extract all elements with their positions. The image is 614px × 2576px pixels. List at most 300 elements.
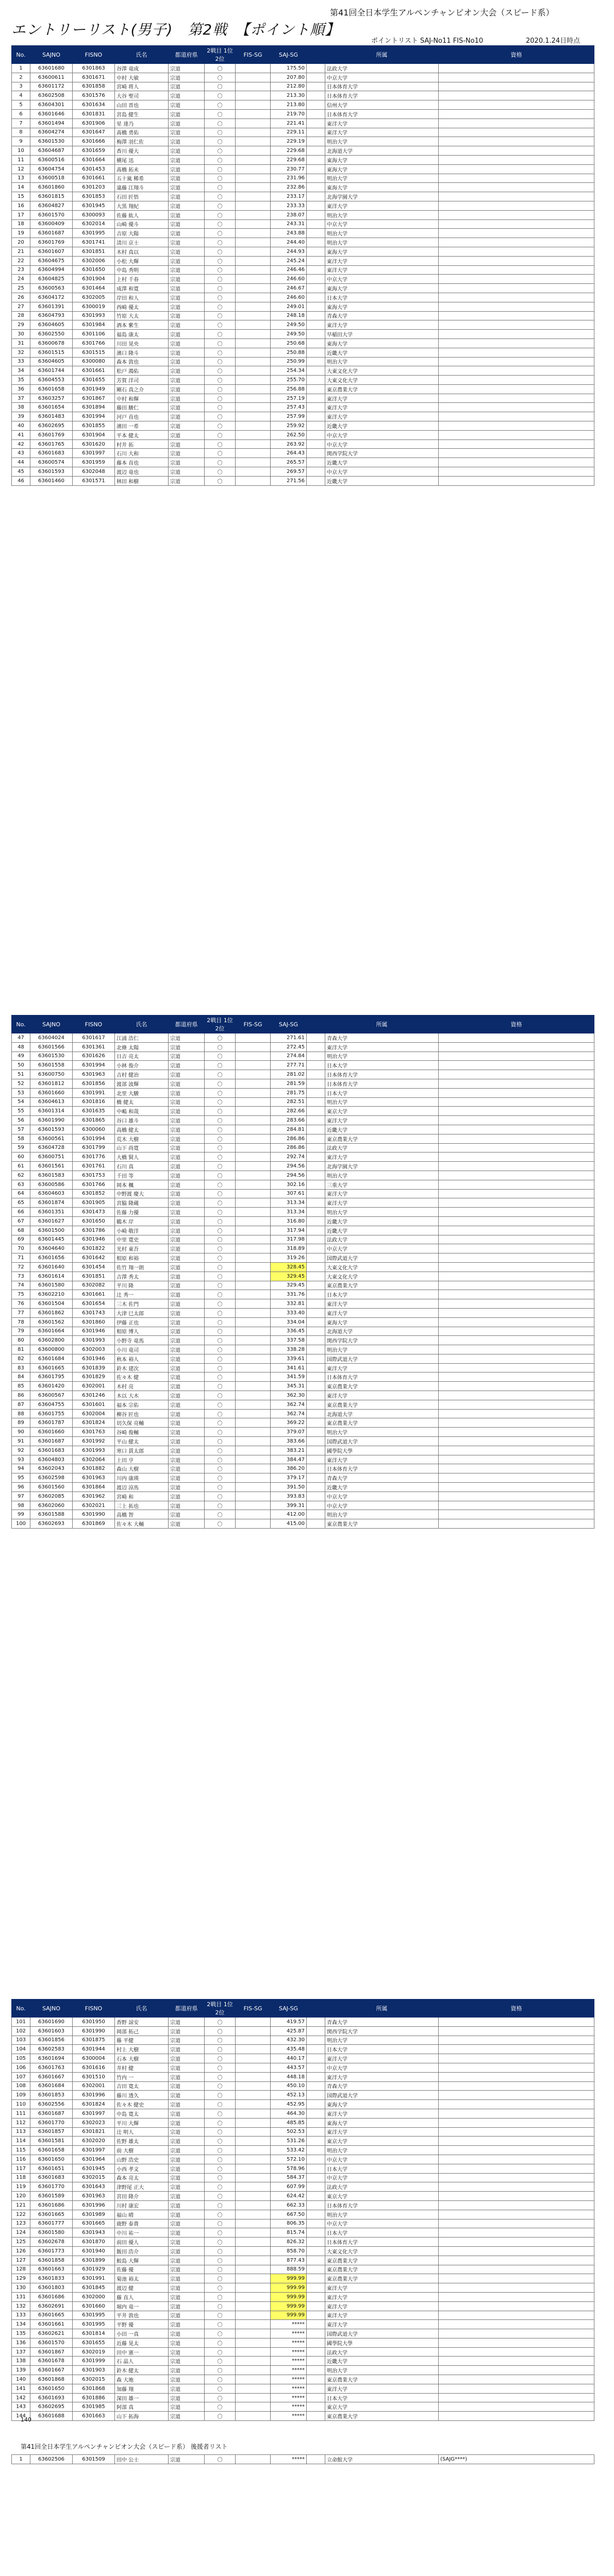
table-cell bbox=[439, 1134, 594, 1143]
table-cell: 〇 bbox=[205, 1198, 236, 1208]
table-cell: 三重大学 bbox=[325, 1180, 439, 1189]
table-cell: 宗道 bbox=[169, 192, 205, 201]
table-cell: 宗道 bbox=[169, 357, 205, 366]
table-cell: 佐々木 健史 bbox=[115, 2100, 169, 2109]
table-cell: 63604687 bbox=[30, 146, 73, 156]
table-cell bbox=[439, 1033, 594, 1043]
table-cell: 63601665 bbox=[30, 1363, 73, 1372]
table-cell: 明治大学 bbox=[325, 2036, 439, 2045]
table-row bbox=[12, 1125, 594, 1134]
table-cell: 6301473 bbox=[73, 1208, 115, 1217]
table-row bbox=[12, 1208, 594, 1217]
table-cell: 宗道 bbox=[169, 2246, 205, 2256]
table-cell bbox=[439, 118, 594, 128]
table-cell: 332.81 bbox=[271, 1299, 307, 1309]
table-cell bbox=[439, 1244, 594, 1253]
table-cell: 77 bbox=[12, 1308, 30, 1317]
table-cell: 63604675 bbox=[30, 256, 73, 265]
table-cell bbox=[307, 348, 325, 357]
table-cell bbox=[439, 2045, 594, 2054]
table-cell bbox=[307, 1235, 325, 1244]
table-cell: 55 bbox=[12, 1107, 30, 1116]
table-cell bbox=[236, 109, 271, 118]
table-cell: 明治大学 bbox=[325, 1171, 439, 1180]
table-cell: 259.92 bbox=[271, 421, 307, 431]
table-cell: 高橋 智 bbox=[115, 1510, 169, 1519]
table-cell bbox=[236, 311, 271, 320]
table-cell bbox=[236, 2338, 271, 2347]
table-cell bbox=[236, 1198, 271, 1208]
table-cell: 572.10 bbox=[271, 2155, 307, 2164]
column-header-spacer bbox=[307, 1999, 325, 2018]
table-cell: 6301620 bbox=[73, 439, 115, 449]
table-row bbox=[12, 2357, 594, 2366]
table-cell bbox=[307, 2320, 325, 2329]
table-cell: 6302023 bbox=[73, 2118, 115, 2127]
table-cell bbox=[236, 82, 271, 91]
table-cell: 412.00 bbox=[271, 1510, 307, 1519]
table-cell: 63601663 bbox=[30, 2265, 73, 2274]
table-cell: 〇 bbox=[205, 2192, 236, 2201]
table-cell: 河戸 直也 bbox=[115, 412, 169, 421]
table-cell: 〇 bbox=[205, 1244, 236, 1253]
table-cell: 宗道 bbox=[169, 2366, 205, 2375]
table-cell: 〇 bbox=[205, 2384, 236, 2393]
table-cell: 宗道 bbox=[169, 2146, 205, 2155]
table-cell: 6300004 bbox=[73, 2054, 115, 2063]
table-cell: 〇 bbox=[205, 1483, 236, 1492]
table-cell: 63602550 bbox=[30, 330, 73, 339]
table-cell: 4 bbox=[12, 91, 30, 100]
table-cell: 63600751 bbox=[30, 1153, 73, 1162]
table-cell: 林田 和樹 bbox=[115, 476, 169, 485]
table-cell: 63602800 bbox=[30, 1336, 73, 1345]
table-row bbox=[12, 1382, 594, 1391]
table-cell: 63601853 bbox=[30, 2091, 73, 2100]
table-cell bbox=[307, 1189, 325, 1198]
table-cell: 63601580 bbox=[30, 1281, 73, 1290]
table-row bbox=[12, 1464, 594, 1473]
table-cell: 63604793 bbox=[30, 311, 73, 320]
table-cell: 63601868 bbox=[30, 2375, 73, 2384]
table-cell: 63600516 bbox=[30, 155, 73, 164]
table-cell bbox=[439, 1079, 594, 1088]
table-cell bbox=[236, 449, 271, 458]
table-cell: 中京大学 bbox=[325, 430, 439, 439]
table-cell: 宗道 bbox=[169, 421, 205, 431]
table-cell bbox=[439, 403, 594, 412]
table-cell: 宗道 bbox=[169, 82, 205, 91]
table-cell: 〇 bbox=[205, 1097, 236, 1107]
table-cell: 近畿大学 bbox=[325, 1226, 439, 1235]
table-cell: 63601172 bbox=[30, 82, 73, 91]
table-cell: 63602693 bbox=[30, 1519, 73, 1529]
table-row bbox=[12, 1153, 594, 1162]
table-row bbox=[12, 2164, 594, 2173]
table-cell: 63601654 bbox=[30, 403, 73, 412]
table-cell: 44 bbox=[12, 458, 30, 467]
table-cell: 宗道 bbox=[169, 1143, 205, 1153]
table-cell bbox=[439, 2347, 594, 2357]
table-cell bbox=[307, 376, 325, 385]
table-cell: 宗道 bbox=[169, 284, 205, 293]
table-cell: 鶴木 岸 bbox=[115, 1216, 169, 1226]
table-cell: 大橋 賢人 bbox=[115, 1153, 169, 1162]
table-cell: 6301763 bbox=[73, 1428, 115, 1437]
table-cell: 〇 bbox=[205, 2375, 236, 2384]
table-cell: 6302014 bbox=[73, 219, 115, 229]
table-cell: 128 bbox=[12, 2265, 30, 2274]
table-cell: 〇 bbox=[205, 1070, 236, 1079]
table-cell: 286.86 bbox=[271, 1143, 307, 1153]
table-cell: 大黒 翔紀 bbox=[115, 201, 169, 210]
table-cell: 〇 bbox=[205, 201, 236, 210]
table-cell: 61 bbox=[12, 1162, 30, 1171]
table-cell: 63601763 bbox=[30, 2063, 73, 2072]
table-cell bbox=[307, 1262, 325, 1272]
table-cell: 338.28 bbox=[271, 1345, 307, 1354]
table-cell: 宗道 bbox=[169, 458, 205, 467]
table-row bbox=[12, 1446, 594, 1455]
table-cell: 竹内 一 bbox=[115, 2072, 169, 2081]
table-cell: 63604640 bbox=[30, 1244, 73, 1253]
table-cell: 6301671 bbox=[73, 73, 115, 82]
table-cell bbox=[307, 201, 325, 210]
table-cell bbox=[307, 192, 325, 201]
table-cell bbox=[236, 2357, 271, 2366]
table-cell: 宗道 bbox=[169, 1446, 205, 1455]
table-cell bbox=[307, 2219, 325, 2228]
table-cell: 法政大学 bbox=[325, 64, 439, 73]
table-cell: 63601765 bbox=[30, 439, 73, 449]
table-cell: 日本体育大学 bbox=[325, 82, 439, 91]
table-cell: 宗道 bbox=[169, 1363, 205, 1372]
table-cell bbox=[307, 2412, 325, 2421]
table-cell bbox=[236, 2100, 271, 2109]
table-cell: 271.61 bbox=[271, 1033, 307, 1043]
table-cell: 宗道 bbox=[169, 2173, 205, 2182]
table-cell: 80 bbox=[12, 1336, 30, 1345]
table-cell: 梅澤 羽仁佐 bbox=[115, 137, 169, 146]
table-cell: 63601583 bbox=[30, 1171, 73, 1180]
table-cell bbox=[236, 2283, 271, 2293]
table-cell bbox=[307, 1052, 325, 1061]
table-cell bbox=[236, 1088, 271, 1097]
table-cell: 63601862 bbox=[30, 1308, 73, 1317]
table-cell bbox=[439, 1125, 594, 1134]
table-cell: 〇 bbox=[205, 1437, 236, 1446]
table-header bbox=[12, 1015, 594, 1033]
table-cell: 6301869 bbox=[73, 1519, 115, 1529]
table-cell bbox=[439, 421, 594, 431]
table-cell bbox=[307, 421, 325, 431]
table-cell: 70 bbox=[12, 1244, 30, 1253]
table-cell: 前田 優人 bbox=[115, 2238, 169, 2247]
table-row bbox=[12, 1299, 594, 1309]
table-cell: 宗道 bbox=[169, 1501, 205, 1510]
table-row bbox=[12, 1079, 594, 1088]
table-cell bbox=[307, 155, 325, 164]
table-cell: 佐々木 健 bbox=[115, 1372, 169, 1382]
table-cell bbox=[439, 256, 594, 265]
table-cell: 〇 bbox=[205, 2118, 236, 2127]
table-cell bbox=[236, 1382, 271, 1391]
table-cell: 6301929 bbox=[73, 2265, 115, 2274]
table-cell: 132 bbox=[12, 2301, 30, 2311]
table-cell bbox=[307, 100, 325, 110]
table-cell bbox=[307, 1299, 325, 1309]
table-cell bbox=[236, 2054, 271, 2063]
table-row bbox=[12, 2192, 594, 2201]
table-cell: 6301990 bbox=[73, 1510, 115, 1519]
table-cell: 東洋大学 bbox=[325, 265, 439, 275]
table-cell: 津野尾 正大 bbox=[115, 2182, 169, 2192]
table-cell: 63601391 bbox=[30, 302, 73, 311]
table-cell: 6301851 bbox=[73, 247, 115, 256]
table-cell: 16 bbox=[12, 201, 30, 210]
table-cell: 6301899 bbox=[73, 2256, 115, 2265]
table-cell bbox=[307, 183, 325, 192]
table-cell bbox=[307, 1153, 325, 1162]
table-cell: 宗道 bbox=[169, 2192, 205, 2201]
table-cell: 〇 bbox=[205, 137, 236, 146]
table-cell: 東洋大学 bbox=[325, 1391, 439, 1400]
table-cell: 1 bbox=[12, 2455, 30, 2464]
table-cell: 24 bbox=[12, 275, 30, 284]
table-cell bbox=[236, 1519, 271, 1529]
table-cell: 6302064 bbox=[73, 1455, 115, 1464]
table-cell bbox=[439, 439, 594, 449]
table-cell bbox=[439, 2311, 594, 2320]
table-row bbox=[12, 2200, 594, 2210]
table-cell: 宗道 bbox=[169, 366, 205, 376]
table-cell bbox=[236, 118, 271, 128]
table-cell: 6301894 bbox=[73, 403, 115, 412]
table-cell: 谷口 雄斗 bbox=[115, 1116, 169, 1125]
table-cell bbox=[307, 1143, 325, 1153]
table-cell bbox=[439, 1354, 594, 1363]
table-cell: 〇 bbox=[205, 229, 236, 238]
table-cell: 40 bbox=[12, 421, 30, 431]
table-cell: ***** bbox=[271, 2402, 307, 2412]
table-cell: 宗道 bbox=[169, 2109, 205, 2118]
column-header: SAJ-SG bbox=[271, 1999, 307, 2018]
table-cell: 94 bbox=[12, 1464, 30, 1473]
table-cell bbox=[439, 2018, 594, 2027]
table-cell: 石田 匠悟 bbox=[115, 192, 169, 201]
table-cell: 274.84 bbox=[271, 1052, 307, 1061]
table-cell: 千田 等 bbox=[115, 1171, 169, 1180]
table-cell: 宗道 bbox=[169, 1336, 205, 1345]
table-cell bbox=[236, 2036, 271, 2045]
table-cell: 63604605 bbox=[30, 357, 73, 366]
table-cell: 青森大学 bbox=[325, 2018, 439, 2027]
table-cell: 6301203 bbox=[73, 183, 115, 192]
table-cell: 井村 健 bbox=[115, 2063, 169, 2072]
table-cell: 宗道 bbox=[169, 476, 205, 485]
table-cell bbox=[439, 1473, 594, 1483]
table-row bbox=[12, 1428, 594, 1437]
table-cell: 近畿大学 bbox=[325, 421, 439, 431]
table-cell: 中嶋 和哉 bbox=[115, 1107, 169, 1116]
table-cell: 624.42 bbox=[271, 2192, 307, 2201]
table-cell: 246.60 bbox=[271, 293, 307, 302]
table-cell: 63604994 bbox=[30, 265, 73, 275]
table-cell: 荒木 大樹 bbox=[115, 1134, 169, 1143]
table-cell: 〇 bbox=[205, 394, 236, 403]
table-cell: 〇 bbox=[205, 467, 236, 477]
table-cell bbox=[236, 1354, 271, 1363]
table-cell: 137 bbox=[12, 2347, 30, 2357]
table-cell: 宗道 bbox=[169, 2018, 205, 2027]
table-cell bbox=[307, 2036, 325, 2045]
table-cell: 鮫島 大輝 bbox=[115, 2256, 169, 2265]
table-cell: ***** bbox=[271, 2347, 307, 2357]
table-cell: 宗道 bbox=[169, 302, 205, 311]
table-cell bbox=[236, 1253, 271, 1263]
table-cell bbox=[236, 421, 271, 431]
table-cell: 63601687 bbox=[30, 229, 73, 238]
table-row bbox=[12, 2455, 594, 2464]
table-cell: 63601867 bbox=[30, 2347, 73, 2357]
table-cell: 菊池 裕太 bbox=[115, 2274, 169, 2283]
table-cell bbox=[307, 2338, 325, 2347]
table-cell: ***** bbox=[271, 2375, 307, 2384]
table-cell: 宗道 bbox=[169, 320, 205, 330]
entry-table-3 bbox=[11, 1999, 594, 2421]
table-cell bbox=[307, 265, 325, 275]
table-cell: 〇 bbox=[205, 265, 236, 275]
table-cell: 207.80 bbox=[271, 73, 307, 82]
table-cell bbox=[307, 2329, 325, 2338]
table-cell: 山崎 優斗 bbox=[115, 219, 169, 229]
table-cell: 425.87 bbox=[271, 2026, 307, 2036]
table-cell: 127 bbox=[12, 2256, 30, 2265]
table-cell bbox=[236, 2256, 271, 2265]
table-cell bbox=[236, 275, 271, 284]
table-cell: 82 bbox=[12, 1354, 30, 1363]
table-cell: 宗道 bbox=[169, 376, 205, 385]
table-cell: 〇 bbox=[205, 1116, 236, 1125]
table-cell: 139 bbox=[12, 2366, 30, 2375]
table-cell bbox=[307, 1327, 325, 1336]
table-cell bbox=[307, 73, 325, 82]
table-cell: 63602210 bbox=[30, 1290, 73, 1299]
table-cell bbox=[439, 210, 594, 219]
table-cell: 〇 bbox=[205, 2063, 236, 2072]
table-cell: 平山 健太 bbox=[115, 1437, 169, 1446]
table-cell: 63602556 bbox=[30, 2100, 73, 2109]
table-row bbox=[12, 219, 594, 229]
table-cell: 6301453 bbox=[73, 164, 115, 174]
table-row bbox=[12, 2265, 594, 2274]
table-cell bbox=[439, 2127, 594, 2137]
table-cell: 大東文化大学 bbox=[325, 376, 439, 385]
table-cell: 63602691 bbox=[30, 2301, 73, 2311]
table-cell bbox=[439, 376, 594, 385]
table-cell: 6302006 bbox=[73, 256, 115, 265]
table-cell: 119 bbox=[12, 2182, 30, 2192]
table-cell: 294.56 bbox=[271, 1171, 307, 1180]
table-cell bbox=[439, 384, 594, 394]
table-cell bbox=[439, 2338, 594, 2347]
table-cell: 〇 bbox=[205, 118, 236, 128]
table-cell: 90 bbox=[12, 1428, 30, 1437]
table-cell: 宗道 bbox=[169, 1290, 205, 1299]
table-cell bbox=[439, 284, 594, 293]
table-cell bbox=[307, 2192, 325, 2201]
table-cell: 6301989 bbox=[73, 2210, 115, 2219]
table-cell: 450.10 bbox=[271, 2081, 307, 2091]
table-cell: 65 bbox=[12, 1198, 30, 1208]
table-cell bbox=[236, 439, 271, 449]
table-cell bbox=[439, 1455, 594, 1464]
table-row bbox=[12, 2063, 594, 2072]
table-cell: 334.04 bbox=[271, 1317, 307, 1327]
table-cell: 宗道 bbox=[169, 109, 205, 118]
table-cell: 316.80 bbox=[271, 1216, 307, 1226]
table-cell bbox=[307, 2018, 325, 2027]
table-cell: 三上 拓也 bbox=[115, 1501, 169, 1510]
table-cell: 318.89 bbox=[271, 1244, 307, 1253]
table-cell: 辻 秀一 bbox=[115, 1290, 169, 1299]
table-cell bbox=[307, 1134, 325, 1143]
table-cell bbox=[236, 2081, 271, 2091]
column-header: FISNO bbox=[73, 1015, 115, 1033]
table-cell: 木村 亮 bbox=[115, 1382, 169, 1391]
table-cell: 63601494 bbox=[30, 118, 73, 128]
table-cell: 63600409 bbox=[30, 219, 73, 229]
table-cell: 63601833 bbox=[30, 2274, 73, 2283]
table-cell: 6301650 bbox=[73, 265, 115, 275]
table-cell: 6301816 bbox=[73, 1097, 115, 1107]
table-cell: 小田 一真 bbox=[115, 2329, 169, 2338]
table-cell: 宗道 bbox=[169, 1428, 205, 1437]
table-cell: 391.50 bbox=[271, 1483, 307, 1492]
table-cell: 宗道 bbox=[169, 1107, 205, 1116]
table-cell bbox=[439, 2375, 594, 2384]
table-row bbox=[12, 247, 594, 256]
table-cell: ***** bbox=[271, 2357, 307, 2366]
table-cell: 芳賀 洋司 bbox=[115, 376, 169, 385]
table-cell: 63601581 bbox=[30, 2137, 73, 2146]
table-cell: 明治大学 bbox=[325, 1052, 439, 1061]
table-cell bbox=[439, 1262, 594, 1272]
table-cell: 大津 巳太郎 bbox=[115, 1308, 169, 1317]
table-cell bbox=[307, 118, 325, 128]
table-cell bbox=[439, 1308, 594, 1317]
table-cell: 〇 bbox=[205, 1079, 236, 1088]
table-cell bbox=[236, 2329, 271, 2338]
table-cell: 6301814 bbox=[73, 2329, 115, 2338]
table-cell: 渡辺 涼馬 bbox=[115, 1483, 169, 1492]
table-cell: 木村 真以 bbox=[115, 247, 169, 256]
table-cell: 〇 bbox=[205, 1189, 236, 1198]
table-cell: 宗道 bbox=[169, 1327, 205, 1336]
table-cell: 宗道 bbox=[169, 2357, 205, 2366]
table-cell: 〇 bbox=[205, 293, 236, 302]
table-cell: 東海大学 bbox=[325, 2118, 439, 2127]
table-cell bbox=[307, 1107, 325, 1116]
table-cell: 63601656 bbox=[30, 1253, 73, 1263]
table-cell: 寒口 貫太郎 bbox=[115, 1446, 169, 1455]
table-cell bbox=[236, 1042, 271, 1052]
table-row bbox=[12, 174, 594, 183]
table-cell: ***** bbox=[271, 2320, 307, 2329]
table-cell: 中京大学 bbox=[325, 2063, 439, 2072]
table-cell: 63600563 bbox=[30, 284, 73, 293]
table-cell: 宗道 bbox=[169, 2301, 205, 2311]
